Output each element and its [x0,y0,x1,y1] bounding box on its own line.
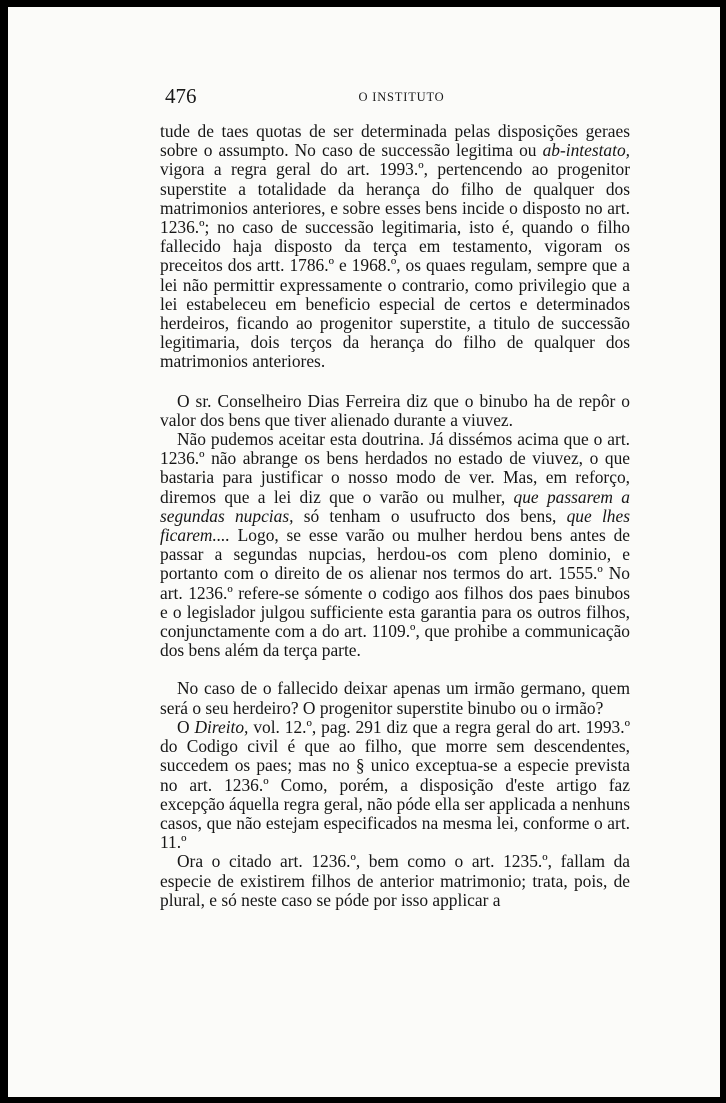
page-number: 476 [165,84,197,108]
text-segment: só tenham o usufructo dos bens, [293,505,567,526]
italic-text-segment: Direito, [194,716,249,737]
text-segment: O sr. Conselheiro Dias Ferreira diz que o binubo ha de repôr o valor dos bens que tiver alienado durante a viuvez. [160,390,630,430]
paragraph [160,122,630,372]
paragraph [160,718,630,852]
text-segment: Ora o citado art. 1236.º, bem como o art. 1235.º, fallam da especie de existirem filhos de anterior matrimonio; trata, pois, de plural, e só neste caso se póde por isso applicar a [160,851,630,910]
text-segment: tude de taes quotas de ser determinada pelas disposições geraes sobre o assumpto. No caso de successão legitima ou [160,121,630,161]
text-segment: O [177,716,195,737]
page-header [165,84,638,108]
italic-text-segment: que passarem a segundas nupcias, [160,486,631,526]
paragraph [160,679,630,717]
text-segment: vigora a regra geral do art. 1993.º, pertencendo ao progenitor superstite a totalidade da herança do filho de qualquer dos matrimonios anteriores, e sobre esses bens incide o disposto no art. 1236.º; no caso de successão legitimaria, isto é, quando o filho fallecido haja disposto da terça em testamento, vigoram os preceitos dos artt. 1786.º e 1968.º, os quaes regulam, sempre que a lei não permittir expressamente o contrario, como privilegio que a lei estabeleceu em beneficio especial de certos e determinados herdeiros, ficando ao progenitor superstite, a titulo de successão legitimaria, dois terços da herança do filho de qualquer dos matrimonios anteriores. [160,159,630,372]
running-title: O INSTITUTO [358,90,445,104]
text-segment: No caso de o fallecido deixar apenas um irmão germano, quem será o seu herdeiro? O progenitor superstite binubo ou o irmão? [160,678,630,718]
italic-text-segment: ab-intestato, [542,140,630,161]
text-segment: Logo, se esse varão ou mulher herdou bens antes de passar a segundas nupcias, herdou-os com pleno dominio, e portanto com o direito de os alienar nos termos do art. 1555.º No art. 1236.º refere-se sómente o codigo aos filhos dos paes binubos e o legislador julgou sufficiente esta garantia para os outros filhos, conjunctamente com a do art. 1109.º, que prohibe a communicação dos bens além da terça parte. [160,525,630,661]
paragraph [160,430,630,660]
text-segment: vol. 12.º, pag. 291 diz que a regra geral do art. 1993.º do Codigo civil é que ao filho, que morre sem descendentes, succedem os paes; mas no § unico exceptua-se a especie prevista no art. 1236.º Como, porém, a disposição d'este artigo faz excepção áquella regra geral, não póde ella ser applicada a nenhuns casos, que não estejam especificados na mesma lei, conforme o art. 11.º [160,716,630,853]
text-segment: Não pudemos aceitar esta doutrina. Já dissémos acima que o art. 1236.º não abrange os bens herdados no estado de viuvez, o que bastaria para justificar o nosso modo de ver. Mas, em reforço, diremos que a lei diz que o varão ou mulher, [160,429,630,507]
italic-text-segment: que lhes ficarem.... [160,505,630,546]
paragraph [160,852,630,910]
paragraph [160,392,630,430]
body-text [160,122,630,910]
